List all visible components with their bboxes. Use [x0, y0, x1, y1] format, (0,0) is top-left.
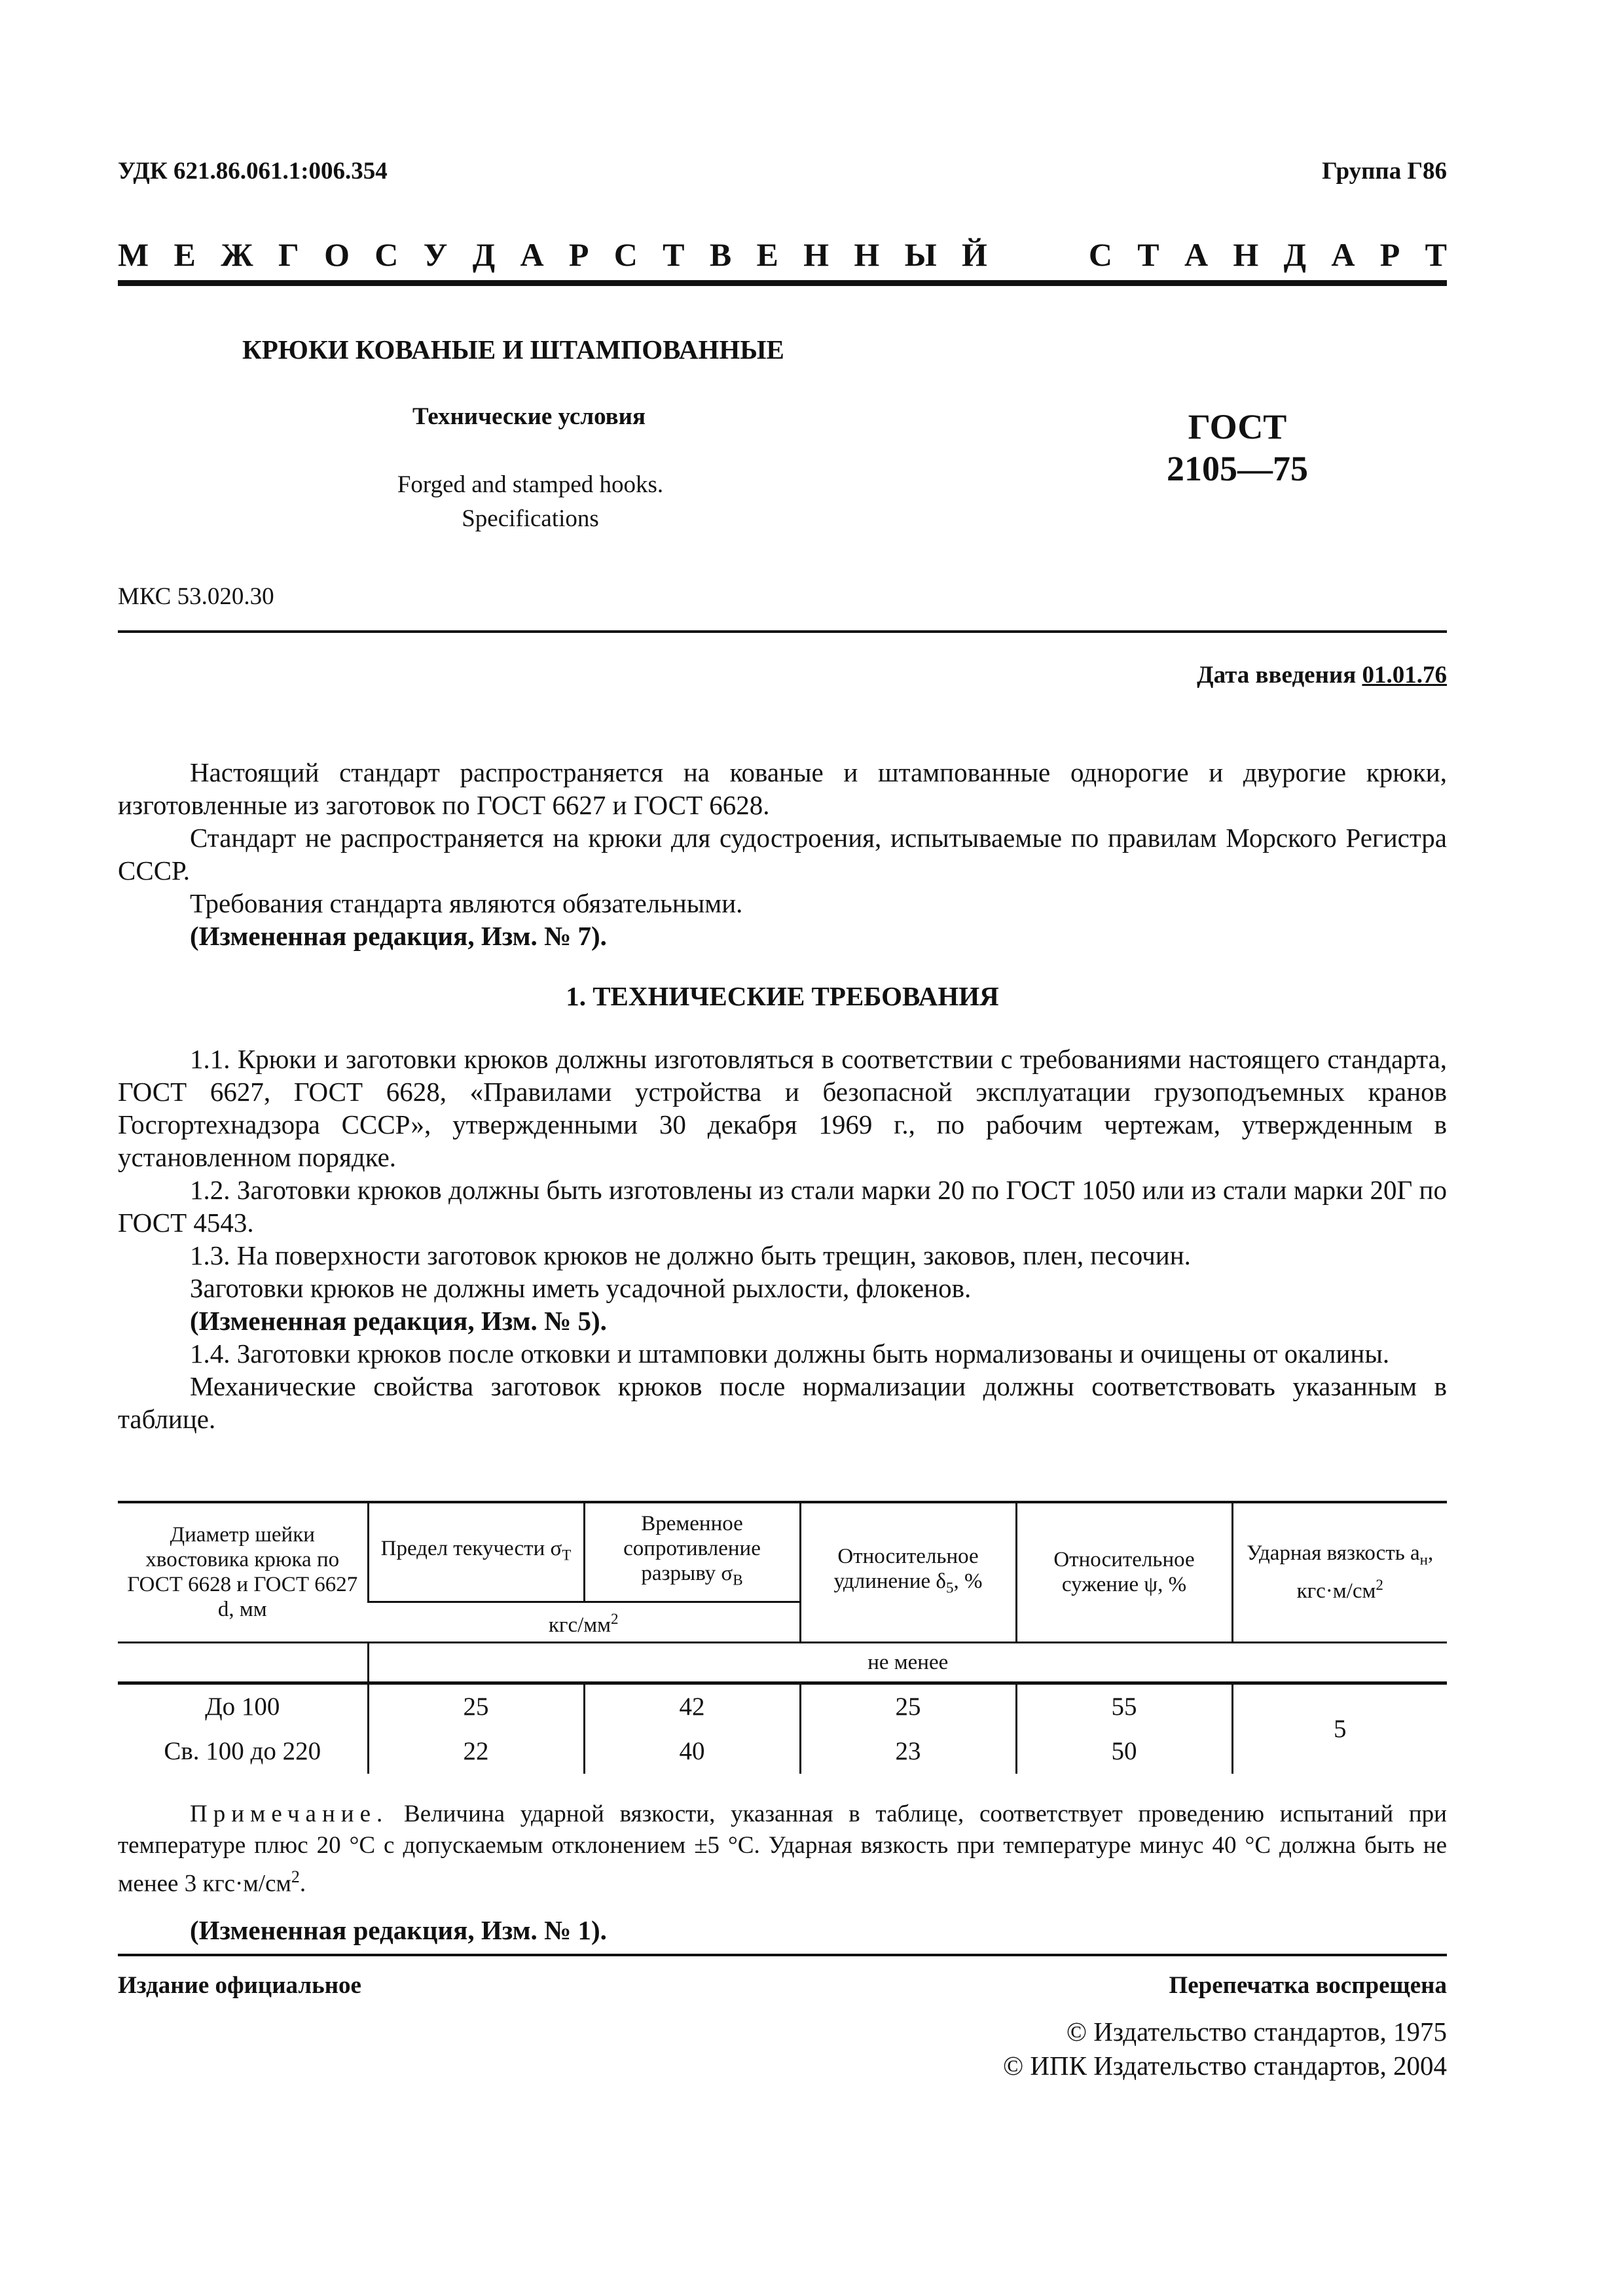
clause-1-2: 1.2. Заготовки крюков должны быть изготовлены из стали марки 20 по ГОСТ 1050 или из стали марки 20Г по ГОСТ 4543. — [118, 1175, 1447, 1238]
table-row — [118, 1683, 1447, 1729]
gost-number: 2105—75 — [1167, 449, 1308, 488]
heading-letter: Н — [854, 236, 880, 273]
heading-letter: Т — [663, 236, 685, 273]
heading-letter: У — [423, 236, 448, 273]
cell-yield: 25 — [368, 1683, 584, 1729]
heading-letter: М — [118, 236, 149, 273]
copyright-2004: © ИПК Издательство стандартов, 2004 — [1002, 2051, 1447, 2081]
heading-letter: Е — [173, 236, 196, 273]
heading-letter: Е — [756, 236, 778, 273]
col-header-elongation: Относительное удлинение $\delta_5$, % — [800, 1502, 1016, 1642]
introduction-date — [1197, 661, 1447, 689]
table-note: Примечание. Величина ударной вязкости, указанная в таблице, соответствует проведению испытаний при температуре плюс 20 °С с допускаемым отклонением ±5 °С. Ударная вязкость при температуре минус 40 °С должна быть не менее 3 $кгс\cdot м/см^2$. — [118, 1801, 1447, 1897]
copyright-1975: © Издательство стандартов, 1975 — [1066, 2017, 1447, 2047]
english-title — [380, 468, 681, 536]
clause-1-3: 1.3. На поверхности заготовок крюков не должно быть трещин, заковов, плен, песочин. — [190, 1240, 1191, 1270]
intro-change-note: (Измененная редакция, Изм. № 7). — [190, 921, 607, 951]
heading-letter: А — [520, 236, 544, 273]
intro-paragraph-1: Настоящий стандарт распространяется на кованые и штампованные однорогие и двурогие крюки, изготовленные из заготовок по ГОСТ 6627 и ГОСТ 6628. — [118, 757, 1447, 820]
document-page — [118, 0, 1447, 2296]
min-value-header: не менее — [368, 1642, 1447, 1683]
intro-paragraph-2: Стандарт не распространяется на крюки для судостроения, испытываемые по правилам Морского Регистра СССР. — [118, 823, 1447, 886]
heading-letter: Ы — [904, 236, 937, 273]
udk-code: УДК 621.86.061.1:006.354 — [118, 158, 388, 185]
col-header-impact: Ударная вязкость $a_н$, $кгс\cdot м/см^2$ — [1232, 1502, 1447, 1642]
heading-letter: Ж — [221, 236, 253, 273]
document-title: КРЮКИ КОВАНЫЕ И ШТАМПОВАННЫЕ — [242, 334, 784, 365]
gost-label: ГОСТ — [1188, 407, 1287, 446]
cell-elongation: 23 — [800, 1729, 1016, 1774]
col-header-yield: Предел текучести $\sigma_Т$ — [368, 1502, 584, 1602]
mks-code: МКС 53.020.30 — [118, 583, 274, 610]
col-header-narrowing: Относительное сужение ψ, % — [1016, 1502, 1232, 1642]
footer-rule — [118, 1954, 1447, 1956]
clause-1-4: 1.4. Заготовки крюков после отковки и штамповки должны быть нормализованы и очищены от окалины. — [190, 1338, 1390, 1369]
edition-label: Издание официальное — [118, 1972, 361, 1999]
heading-letter: Т — [1137, 236, 1159, 273]
english-title-line1: Forged and stamped hooks. — [397, 471, 664, 498]
header-rule — [118, 280, 1447, 286]
cell-tensile: 40 — [584, 1729, 800, 1774]
clause-change-note-5: (Измененная редакция, Изм. № 5). — [190, 1306, 607, 1336]
heading-letter: Д — [472, 236, 496, 273]
english-title-line2: Specifications — [462, 505, 599, 532]
clause-1-4-continued: Механические свойства заготовок крюков после нормализации должны соответствовать указанным в таблице. — [118, 1371, 1447, 1434]
cell-narrowing: 55 — [1016, 1683, 1232, 1729]
heading-letter: Й — [962, 236, 987, 273]
cell-elongation: 25 — [800, 1683, 1016, 1729]
heading-letter: Г — [278, 236, 299, 273]
date-label: Дата введения — [1197, 662, 1362, 689]
heading-letter: С — [613, 236, 638, 273]
heading-letter — [1012, 236, 1025, 274]
col-header-diameter: Диаметр шейки хвостовика крюка по ГОСТ 6628 и ГОСТ 6627 d, мм — [118, 1502, 368, 1642]
change-note-1: (Измененная редакция, Изм. № 1). — [190, 1915, 607, 1945]
cell-diameter: До 100 — [118, 1683, 368, 1729]
clause-1-1: 1.1. Крюки и заготовки крюков должны изготовляться в соответствии с требованиями настоящего стандарта, ГОСТ 6627, ГОСТ 6628, «Правилами устройства и безопасной эксплуатации грузоподъемных кранов Госгортехнадзора СССР», утвержденными 30 декабря 1969 г., по рабочим чертежам, утвержденным в установленном порядке. — [118, 1044, 1447, 1172]
date-value: 01.01.76 — [1362, 662, 1447, 689]
col-header-tensile: Временное сопротивление разрыву $\sigma_В$ — [584, 1502, 800, 1602]
cell-diameter: Св. 100 до 220 — [164, 1736, 321, 1765]
note-text: Величина ударной вязкости, указанная в таблице, соответствует проведению испытаний при температуре плюс 20 °С с допускаемым отклонением ±5 °С. Ударная вязкость при температуре минус 40 °С должна быть не менее 3 кгс·м/см — [118, 1801, 1447, 1897]
title-rule — [118, 630, 1447, 633]
heading-letter: Н — [803, 236, 830, 273]
standard-type-heading — [118, 236, 1447, 274]
clause-1-3-continued: Заготовки крюков не должны иметь усадочной рыхлости, флокенов. — [190, 1273, 972, 1303]
heading-letter — [1051, 236, 1064, 274]
mechanical-properties-table — [118, 1501, 1447, 1774]
section-heading: 1. ТЕХНИЧЕСКИЕ ТРЕБОВАНИЯ — [566, 981, 999, 1011]
document-subtitle: Технические условия — [412, 403, 646, 430]
heading-letter: Р — [1379, 236, 1400, 273]
cell-yield: 22 — [368, 1729, 584, 1774]
heading-letter: А — [1184, 236, 1209, 273]
heading-letter: В — [709, 236, 732, 273]
cell-tensile: 42 — [584, 1683, 800, 1729]
heading-letter: С — [1088, 236, 1112, 273]
note-label: Примечание. — [190, 1801, 389, 1827]
intro-paragraph-3: Требования стандарта являются обязательными. — [190, 888, 743, 918]
heading-letter: О — [324, 236, 350, 273]
heading-letter: Т — [1425, 236, 1447, 273]
intro-section — [118, 756, 1447, 952]
cell-narrowing: 50 — [1016, 1729, 1232, 1774]
heading-letter: Р — [568, 236, 589, 273]
unit-header: кгс/$мм^2$ — [368, 1602, 800, 1642]
heading-letter: А — [1331, 236, 1355, 273]
heading-letter: Н — [1233, 236, 1259, 273]
heading-letter: С — [374, 236, 399, 273]
section-1-body — [118, 1043, 1447, 1435]
gost-designation — [1100, 406, 1375, 490]
group-code: Группа Г86 — [1322, 158, 1447, 185]
cell-impact: 5 — [1232, 1683, 1447, 1774]
reprint-notice: Перепечатка воспрещена — [1169, 1972, 1447, 1999]
heading-letter: Д — [1283, 236, 1307, 273]
